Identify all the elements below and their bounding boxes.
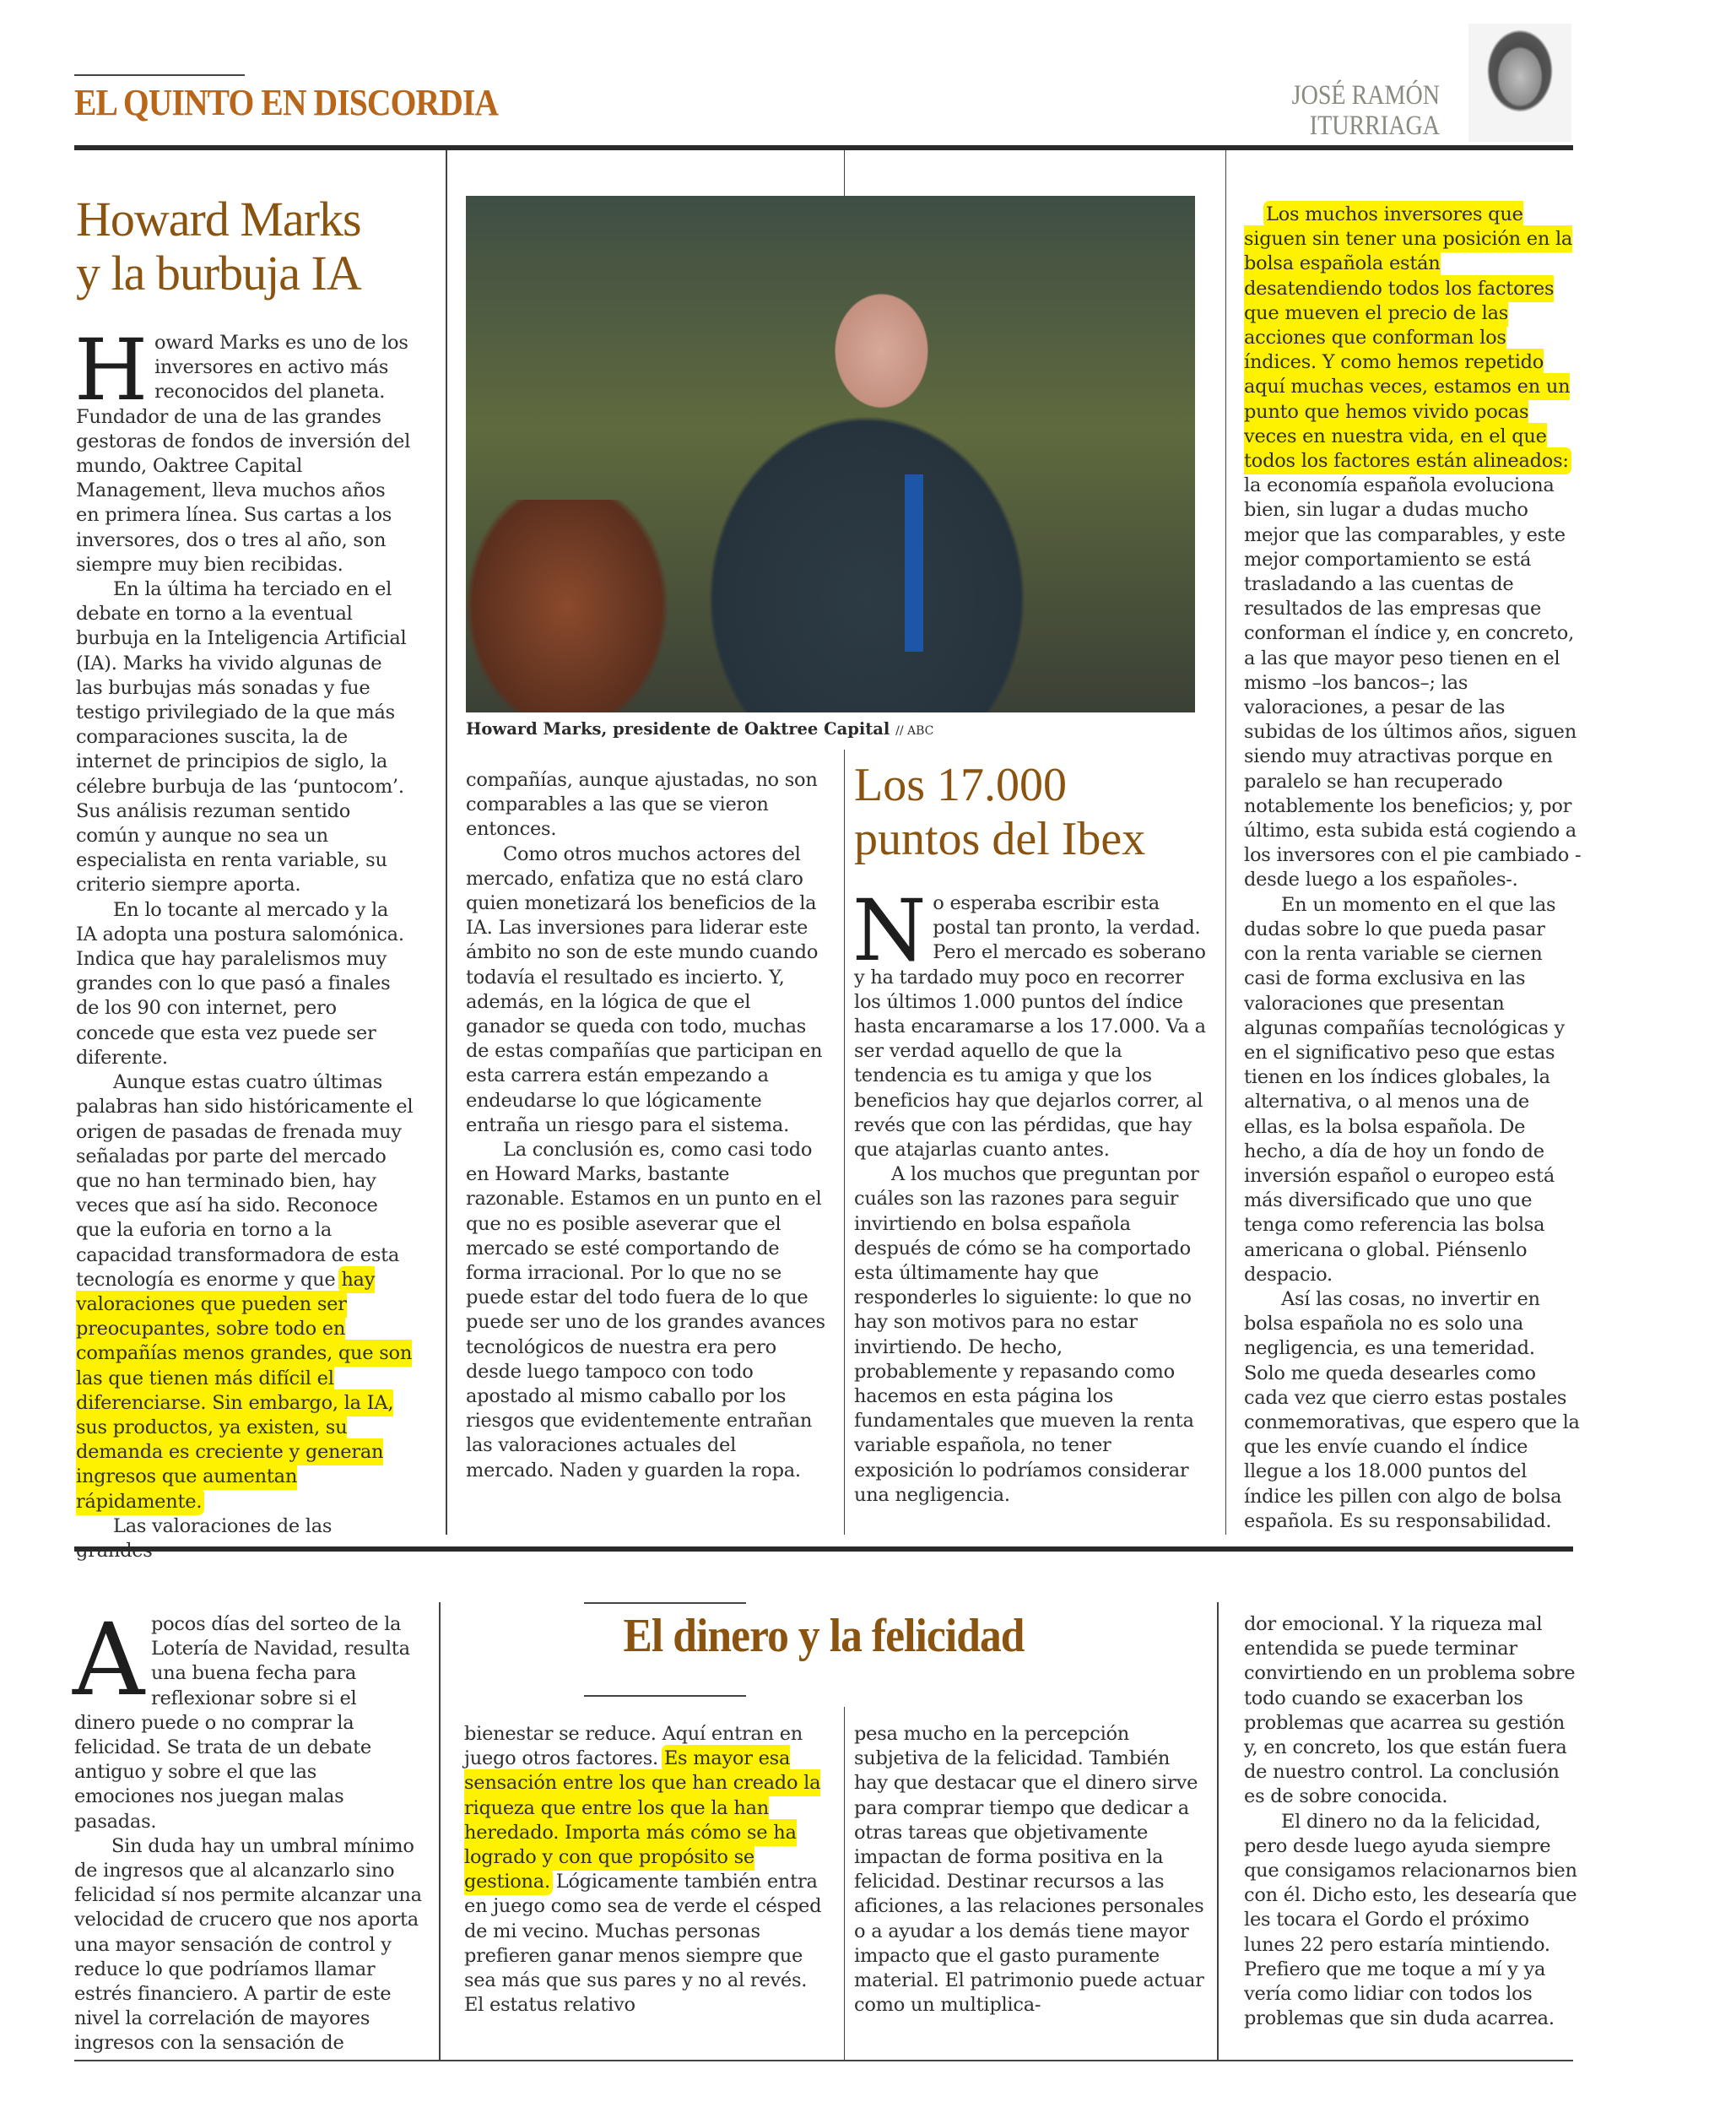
paragraph (854, 1162, 1209, 1508)
text-run: En lo tocante al mercado y la IA adopta una postura salomónica. Indica que hay paralelismos muy grandes con lo que pasó a finales de los 90 con internet, pero concede que esta vez puede ser diferente. (76, 898, 404, 1069)
article2-column2 (1244, 203, 1582, 1534)
highlighted-text: Los muchos inversores que siguen sin tener una posición en la bolsa española están desatendiendo todos los factores que mueven el precio de las acciones que conforman los índices. Y como hemos repetido aquí muchas veces, estamos en un punto que hemos vivido pocas veces en nuestra vida, en el que todos los factores están alineados: (1244, 203, 1573, 473)
text-run: o esperaba escribir esta postal tan pronto, la verdad. Pero el mercado es soberano y ha tardado muy poco en recorrer los últimos 1.000 puntos del índice hasta encaramarse a los 17.000. Va a ser verdad aquello de que la tendencia es tu amiga y que los beneficios hay que dejarlos correr, al revés que con las pérdidas, que hay que atajarlas cuanto antes. (854, 892, 1206, 1162)
text-run: compañías, aunque ajustadas, no son comparables a las que se vieron entonces. (466, 769, 818, 841)
text-run: Lógicamente también entra en juego como sea de verde el césped de mi vecino. Muchas personas prefieren ganar menos siempre que sea más que sus pares y no al revés. El estatus relativo (464, 1871, 822, 2017)
title-rule-top (584, 1602, 746, 1604)
article-title-felicidad: El dinero y la felicidad (623, 1610, 1025, 1662)
paragraph (466, 1138, 829, 1483)
paragraph (74, 1834, 422, 2056)
paragraph (854, 1722, 1209, 2018)
author-last-name: ITURRIAGA (1309, 111, 1440, 141)
middle-rule (74, 1546, 1573, 1552)
paragraph (464, 1722, 827, 2018)
text-run: Sin duda hay un umbral mínimo de ingresos que al alcanzarlo sino felicidad sí nos permite alcanzar una velocidad de crucero que nos aporta una mayor sensación de control y reduce lo que podríamos llamar estrés financiero. A partir de este nivel la correlación de mayores ingresos con la sensación de (74, 1834, 422, 2055)
text-run: La conclusión es, como casi todo en Howard Marks, bastante razonable. Estamos en un punto en el que no es posible aseverar que el mercado se esté comportando de forma irracional. Por lo que no se puede estar del todo fuera de lo que puede ser uno de los grandes avances tecnológicos de nuestra era pero desde luego tampoco con todo apostado al mismo caballo por los riesgos que evidentemente entrañan las valoraciones actuales del mercado. Naden y guarden la ropa. (466, 1139, 825, 1481)
tie (905, 474, 923, 652)
article1-column1 (74, 321, 414, 1563)
paragraph (1244, 1810, 1582, 2032)
article-title-line: Howard Marks (76, 192, 361, 246)
article3-column2 (464, 1722, 827, 2018)
article3-column1 (73, 1601, 422, 2056)
column-divider (844, 750, 845, 1535)
article3-column4 (1244, 1612, 1582, 2031)
paragraph (466, 768, 829, 842)
text-run: En la última ha terciado en el debate en torno a la eventual burbuja en la Inteligencia Artificial (IA). Marks ha vivido algunas de las burbujas más sonadas y fue testigo privilegiado de la que más comparaciones suscita, la de internet de principios de siglo, la célebre burbuja de las ‘puntocom’. Sus análisis rezuman sentido común y aunque no sea un especialista en renta variable, su criterio siempre aporta. (76, 578, 407, 896)
text-run: dor emocional. Y la riqueza mal entendida se puede terminar convirtiendo en un problema sobre todo cuando se exacerban los problemas que acarrea su gestión y, en concreto, los que están fuera de nuestro control. La conclusión es de sobre conocida. (1244, 1613, 1576, 1808)
author-portrait (1468, 24, 1571, 142)
text-run: A los muchos que preguntan por cuáles son las razones para seguir invirtiendo en bolsa española después de cómo se ha comportado esta últimamente hay que responderles lo siguiente: lo que no hay son motivos para no estar invirtiendo. De hecho, probablemente y repasando como hacemos en esta página los fundamentales que mueven la renta variable española, no tener exposición lo podríamos considerar una negligencia. (854, 1163, 1199, 1506)
header-rule (74, 145, 1573, 150)
title-rule-bottom (584, 1695, 746, 1697)
text-run: El dinero no da la felicidad, pero desde luego ayuda siempre que consigamos relacionarnos bien con él. Dicho esto, les desearía que les tocara el Gordo el próximo lunes 22 pero estaría mintiendo. Prefiero que me toque a mí y ya vería como lidiar con todos los problemas que sin duda acarrea. (1244, 1810, 1577, 2030)
paragraph (466, 842, 829, 1138)
text-run: Las valoraciones de las (113, 1514, 333, 1537)
text-run: Aunque estas cuatro últimas palabras han sido históricamente el origen de pasadas de frenada muy señaladas por parte del mercado que no han terminado bien, hay veces que así ha sido. Reconoce que la euforia en torno a la capacidad transformadora de esta tecnología es enorme y que (76, 1071, 414, 1291)
dropcap: N (852, 881, 927, 980)
paragraph (76, 898, 414, 1070)
paragraph (1244, 1287, 1582, 1534)
text-run: Así las cosas, no invertir en bolsa española no es solo una negligencia, es una temeridad. Solo me queda desearles como cada vez que cierro estas postales conmemorativas, que espero que la que les envíe cuando el índice llegue a los 18.000 puntos del índice les pillen con algo de bolsa española. Es su responsabilidad. (1244, 1287, 1580, 1532)
paragraph (76, 1070, 414, 1514)
article-title-line: puntos del Ibex (854, 813, 1146, 865)
column-divider (844, 150, 845, 198)
article1-column2 (466, 768, 829, 1483)
paragraph (76, 1514, 414, 1563)
paragraph (1244, 203, 1582, 893)
article-title-howard-marks (76, 192, 439, 301)
photo-caption (466, 719, 933, 739)
caption-text: Howard Marks, presidente de Oaktree Capital (466, 719, 890, 739)
dropcap: H (74, 321, 148, 420)
text-run: Como otros muchos actores del mercado, enfatiza que no está claro quien monetizará los beneficios de la IA. Las inversiones para liderar este ámbito no son de este mundo cuando todavía el resultado es incierto. Y, además, en la lógica de que el ganador se queda con todo, muchas de estas compañías que participan en esta carrera están empezando a endeudarse lo que lógicamente entraña un riesgo para el sistema. (466, 842, 823, 1136)
paragraph (1244, 1612, 1582, 1810)
highlighted-text: hay valoraciones que pueden ser preocupantes, sobre todo en compañías menos grandes, que son las que tienen más difícil el diferenciarse. Sin embargo, la IA, sus productos, ya existen, su demanda es creciente y generan ingresos que aumentan rápidamente. (76, 1268, 413, 1513)
column-divider (446, 150, 447, 1535)
author-name (1220, 80, 1440, 141)
article2-column1 (852, 881, 1209, 1508)
armchair (466, 500, 719, 712)
column-divider (844, 1707, 845, 2060)
article-title-line: Los 17.000 (854, 759, 1067, 811)
top-short-rule (74, 74, 245, 76)
highlighted-text: Es mayor esa sensación entre los que han creado la riqueza que entre los que la han heredado. Importa más cómo se ha logrado y con que propósito se gestiona. (464, 1747, 821, 1893)
text-run: pesa mucho en la percepción subjetiva de la felicidad. También hay que destacar que el dinero sirve para comprar tiempo que dedicar a otras tareas que objetivamente impactan de forma positiva en la felicidad. Destinar recursos a las aficiones, a las relaciones personales o a ayudar a los demás tiene mayor impacto que el gasto puramente material. El patrimonio puede actuar como un multiplica- (854, 1723, 1204, 2017)
text-run: oward Marks es uno de los inversores en activo más reconocidos del planeta. Fundador de una de las grandes gestoras de fondos de inversión del mundo, Oaktree Capital Management, lleva muchos años en primera línea. Sus cartas a los inversores, dos o tres al año, son siempre muy bien recibidas. (76, 332, 411, 576)
column-divider (1217, 1602, 1219, 2060)
text-run: bienestar se reduce. Aquí entran en juego otros factores. (464, 1723, 803, 1770)
photo-credit: // ABC (895, 724, 934, 738)
article3-column3 (854, 1722, 1209, 2018)
dropcap: A (73, 1601, 144, 1718)
column-divider (439, 1602, 441, 2060)
article-title-ibex (854, 758, 1217, 866)
author-first-name: JOSÉ RAMÓN (1291, 80, 1440, 111)
section-title: EL QUINTO EN DISCORDIA (74, 82, 499, 123)
text-run: pocos días del sorteo de la Lotería de Navidad, resulta una buena fecha para reflexionar sobre si el dinero puede o no comprar la felicidad. Se trata de un debate antiguo y sobre el que las emociones nos juegan malas pasadas. (74, 1613, 410, 1833)
paragraph (76, 577, 414, 898)
text-run: En un momento en el que las dudas sobre lo que pueda pasar con la renta variable se ciernen casi de forma exclusiva en las valoraciones que presentan algunas compañías tecnológicas y en el significativo peso que estas tienen en los índices globales, la alternativa, o al menos una de ellas, es la bolsa española. De hecho, a día de hoy un fondo de inversión español o europeo está más diversificado que uno que tenga como referencia las bolsa americana o global. Piénsenlo despacio. (1244, 893, 1565, 1286)
article-title-line: y la burbuja IA (76, 246, 361, 301)
column-divider (1225, 150, 1226, 1535)
howard-marks-photo (466, 196, 1195, 712)
text-run: la economía española evoluciona bien, sin lugar a dudas mucho mejor que las comparables, y este mejor comportamiento se está trasladando a las cuentas de resultados de las empresas que conforman el índice y, en concreto, a las que mayor peso tienen en el mismo –los bancos–; las valoraciones, a pesar de las subidas de los últimos años, siguen siendo muy atractivas porque en paralelo se han recuperado notablemente los beneficios; y, por último, esta subida está cogiendo a los inversores con el pie cambiado -desde luego a los españoles-. (1244, 474, 1582, 891)
bottom-rule (74, 2060, 1573, 2061)
paragraph (1244, 893, 1582, 1287)
